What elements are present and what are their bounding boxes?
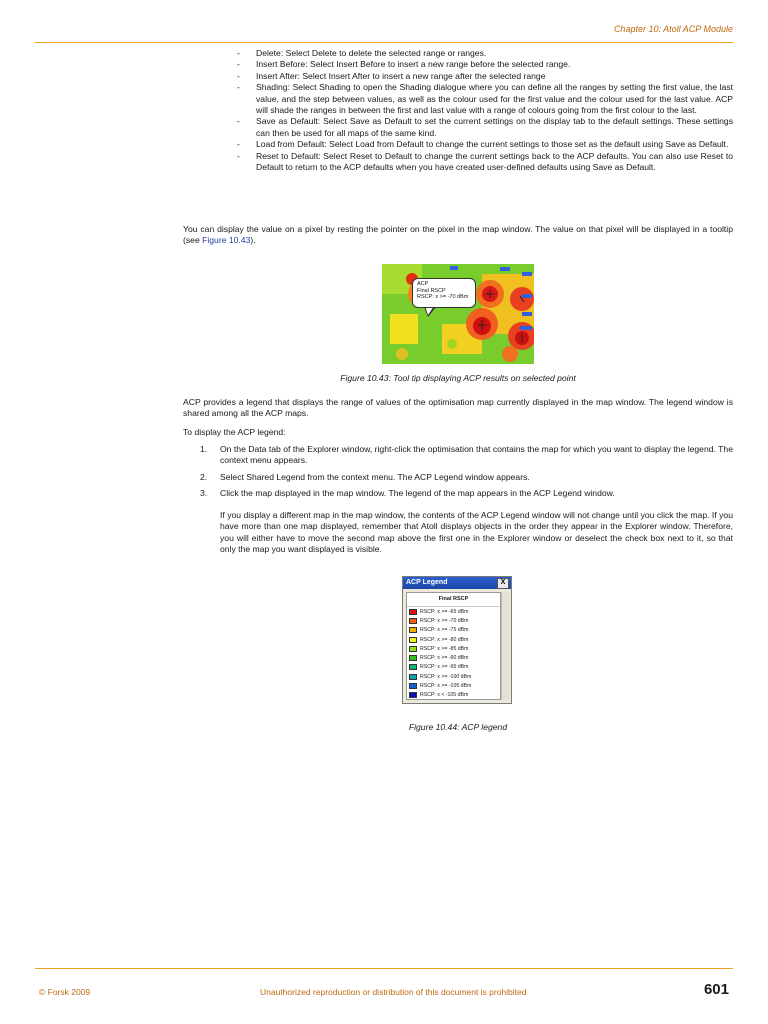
legend-window-titlebar bbox=[403, 577, 511, 589]
step-text: Click the map displayed in the map window. The legend of the map appears in the ACP Legend window. bbox=[220, 488, 615, 499]
list-item-text: Save as Default: Select Save as Default to set the current settings on the display tab to the default settings. These settings can then be used for all maps of the same kind. bbox=[256, 116, 733, 138]
legend-label: RSCP: x >= -75 dBm bbox=[420, 627, 469, 634]
dash-bullet: - bbox=[237, 150, 240, 161]
tooltip-line: Final RSCP bbox=[417, 287, 446, 294]
paragraph-text: ). bbox=[250, 235, 256, 246]
step-item bbox=[200, 444, 733, 467]
color-swatch bbox=[409, 618, 417, 624]
legend-row bbox=[407, 663, 500, 672]
legend-row bbox=[407, 691, 500, 700]
page-footer bbox=[35, 968, 733, 1009]
legend-label: RSCP: x >= -85 dBm bbox=[420, 645, 469, 652]
list-item-text: Load from Default: Select Load from Default to change the current settings to those set as the default using Save as Default. bbox=[256, 139, 729, 150]
dash-bullet: - bbox=[237, 116, 240, 127]
dash-bullet: - bbox=[237, 139, 240, 150]
legend-row bbox=[407, 607, 500, 616]
color-swatch bbox=[409, 609, 417, 615]
legend-intro: To display the ACP legend: bbox=[183, 427, 286, 437]
figure-link[interactable]: Figure 10.43 bbox=[202, 235, 251, 246]
map-tooltip bbox=[412, 278, 476, 308]
list-item bbox=[237, 71, 733, 82]
legend-panel bbox=[406, 592, 501, 700]
paragraph-text: You can display the value on a pixel by resting the pointer on the pixel in the map window. The value on that pixel will be displayed in a tooltip (see bbox=[183, 224, 733, 246]
list-item-text: Shading: Select Shading to open the Shading dialogue where you can define all the ranges by setting the first value, the last value, and the step between values, as well as the colour used for the first value and the colour used for the last value. ACP will shade the ranges in between the first and last value with a range of colours going from the first colour to the last. bbox=[256, 82, 733, 116]
acp-legend-window bbox=[402, 576, 512, 704]
step-number: 2. bbox=[200, 471, 208, 482]
footer-notice: Unauthorized reproduction or distribution of this document is prohibited bbox=[260, 987, 527, 997]
color-swatch bbox=[409, 683, 417, 689]
vertical-scrollbar[interactable] bbox=[501, 592, 509, 700]
color-swatch bbox=[409, 646, 417, 652]
legend-label: RSCP: x >= -105 dBm bbox=[420, 683, 472, 690]
list-item bbox=[237, 59, 733, 70]
legend-label: RSCP: x >= -70 dBm bbox=[420, 617, 469, 624]
list-item-text: Insert After: Select Insert After to insert a new range after the selected range bbox=[256, 70, 546, 81]
close-button[interactable]: X bbox=[497, 578, 509, 589]
legend-heading: Final RSCP bbox=[407, 593, 500, 607]
color-swatch bbox=[409, 664, 417, 670]
legend-row bbox=[407, 672, 500, 681]
list-item bbox=[237, 116, 733, 139]
list-item bbox=[237, 151, 733, 174]
legend-row bbox=[407, 681, 500, 690]
tooltip-line: ACP bbox=[417, 281, 429, 287]
list-item-text: Reset to Default: Select Reset to Default to change the current settings back to the ACP defaults. You can also use Reset to Default to return to the ACP defaults when you have created user-defined defaults using Save as Default. bbox=[256, 150, 733, 173]
color-swatch bbox=[409, 627, 417, 633]
step-text: Select Shared Legend from the context menu. The ACP Legend window appears. bbox=[220, 471, 530, 482]
list-item bbox=[237, 139, 733, 150]
list-item bbox=[237, 48, 733, 59]
figure-caption: Figure 10.43: Tool tip displaying ACP results on selected point bbox=[340, 373, 576, 383]
legend-label: RSCP: x >= -80 dBm bbox=[420, 636, 469, 643]
page-header bbox=[35, 22, 733, 43]
legend-label: RSCP: x >= -95 dBm bbox=[420, 664, 469, 671]
color-swatch bbox=[409, 655, 417, 661]
legend-label: RSCP: x >= -90 dBm bbox=[420, 655, 469, 662]
dash-bullet: - bbox=[237, 70, 240, 81]
legend-label: RSCP: x < -105 dBm bbox=[420, 692, 469, 699]
legend-row bbox=[407, 626, 500, 635]
chapter-title: Chapter 10: Atoll ACP Module bbox=[613, 24, 733, 34]
list-item-text: Delete: Select Delete to delete the selected range or ranges. bbox=[256, 48, 487, 58]
step-list bbox=[200, 444, 733, 505]
dash-bullet: - bbox=[237, 82, 240, 93]
legend-window-title: ACP Legend bbox=[406, 579, 448, 586]
step-text: On the Data tab of the Explorer window, right-click the optimisation that contains the map for which you want to display the legend. The context menu appears. bbox=[220, 444, 733, 466]
legend-paragraph: ACP provides a legend that displays the range of values of the optimisation map currently displayed in the map window. The legend window is shared among all the ACP maps. bbox=[183, 397, 733, 419]
figure-caption: Figure 10.44: ACP legend bbox=[408, 722, 508, 732]
legend-row bbox=[407, 644, 500, 653]
legend-label: RSCP: x >= -65 dBm bbox=[420, 608, 469, 615]
step-number: 1. bbox=[200, 444, 208, 454]
note-paragraph: If you display a different map in the map window, the contents of the ACP Legend window will not change until you click the map. If you have more than one map displayed, remember that Atoll displays objects in the order they appear in the Explorer window. Therefore, you will either have to move the second map above the first one in the Explorer window or deselect the check box next to it, so that only the map you want displayed is visible. bbox=[220, 510, 733, 555]
legend-row bbox=[407, 616, 500, 625]
copyright-text: © Forsk 2009 bbox=[39, 987, 91, 997]
color-swatch bbox=[409, 692, 417, 698]
color-swatch bbox=[409, 674, 417, 680]
option-list bbox=[237, 48, 733, 173]
list-item-text: Insert Before: Select Insert Before to insert a new range before the selected range. bbox=[256, 59, 571, 70]
step-item bbox=[200, 488, 733, 499]
legend-label: RSCP: x >= -100 dBm bbox=[420, 673, 472, 680]
dash-bullet: - bbox=[237, 48, 240, 58]
step-number: 3. bbox=[200, 488, 208, 499]
page-number: 601 bbox=[703, 981, 729, 998]
legend-row bbox=[407, 653, 500, 662]
legend-row bbox=[407, 635, 500, 644]
dash-bullet: - bbox=[237, 59, 240, 70]
step-item bbox=[200, 472, 733, 483]
color-swatch bbox=[409, 637, 417, 643]
list-item bbox=[237, 82, 733, 116]
tooltip-paragraph bbox=[183, 224, 733, 247]
tooltip-line: RSCP: x >= -70 dBm bbox=[417, 294, 469, 300]
